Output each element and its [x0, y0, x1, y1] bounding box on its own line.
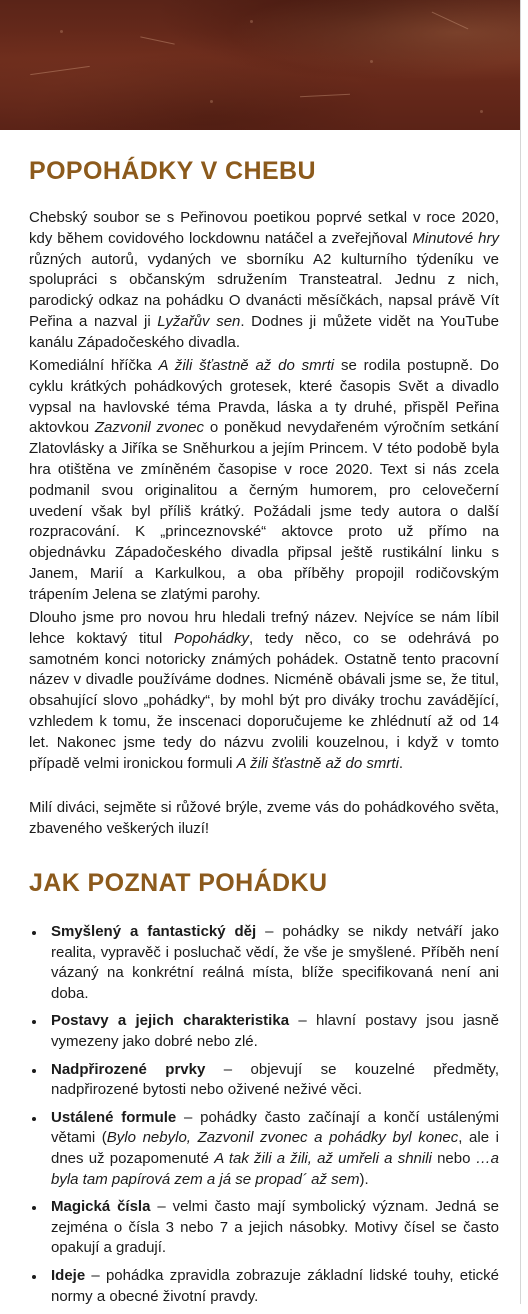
bullet-icon	[32, 1275, 36, 1279]
paragraph-intro	[29, 208, 499, 354]
list-item-term: Ustálené formule	[51, 1108, 177, 1126]
section-heading-popohadky: POPOHÁDKY V CHEBU	[29, 157, 316, 185]
page-edge-rule	[520, 0, 521, 1304]
text-run: .	[398, 754, 404, 772]
list-item-text: – velmi často mají symbolický význam. Jedná se zejména o čísla 3 nebo 7 a jejich násobky. Motivy čísel se často opakují a gradují.	[51, 1198, 499, 1257]
text-run: různých autorů, vydaných ve sborníku A2 kulturního týdeníku ve spolupráci s občanským sdružením Transteatral. Jednu z nich, parodický odkaz na pohádku O dvanácti měsíčkách, napsal právě Vít Peřina a nazval ji	[29, 250, 499, 330]
text-run: , tedy něco, co se odehrává po samotném konci notoricky známých pohádek. Ostatně tento pracovní název v divadle používáme dodnes. Nicméně obávali jsme se, že titul, obsahující slovo „pohádky“, by mohl být pro diváky trochu zavádějící, vzhledem k tomu, že inscenaci doporučujeme ke zhlédnutí až od 14 let. Nakonec jsme tedy do názvu zvolili kouzelnou, i když v tomto případě velmi ironickou formuli	[29, 629, 499, 772]
text-run: Chebský soubor se s Peřinovou poetikou poprvé setkal v roce 2020, kdy během covidového lockdownu natáčel a zveřejňoval	[29, 209, 499, 247]
list-item-term: Magická čísla	[51, 1198, 151, 1216]
text-run: . Dodnes ji můžete vidět na YouTube kanálu Západočeského divadla.	[29, 312, 499, 351]
bullet-icon	[32, 1069, 36, 1073]
list-item	[29, 922, 499, 1004]
list-item-text: – pohádky se nikdy netváří jako realita, vypravěč i posluchač vědí, že vše je smyšlené. Příběh není vázaný na konkrétní reálná místa, blíže specifikovaná není ani doba.	[51, 923, 499, 1002]
paragraph-origin	[29, 356, 499, 606]
list-item-term: Ideje	[51, 1266, 86, 1284]
list-item-text: – pohádka zpravidla zobrazuje základní lidské touhy, etické normy a obecné životní pravdy.	[51, 1266, 499, 1305]
italic-formula: Bylo nebylo, Zazvonil zvonec a pohádky byl konec	[106, 1129, 459, 1147]
list-item-text: , ale i dnes už pozapomenuté	[51, 1129, 500, 1167]
list-item-term: Smyšlený a fantastický děj	[51, 923, 257, 940]
paragraph-title	[29, 608, 499, 774]
text-run: Komediální hříčka	[29, 357, 159, 374]
text-run: Dlouho jsme pro novou hru hledali trefný název. Nejvíce se nám líbil lehce koktavý titul	[29, 609, 499, 647]
bullet-icon	[32, 1206, 36, 1210]
list-item	[29, 1197, 499, 1259]
list-item	[29, 1060, 499, 1101]
list-item-term: Nadpřirozené prvky	[51, 1060, 206, 1078]
italic-title: Zazvonil zvonec	[94, 419, 205, 437]
list-item-text: nebo	[431, 1149, 476, 1167]
paragraph-invitation	[29, 798, 499, 840]
list-item-text: – objevují se kouzelné předměty, nadpřirozené bytosti nebo oživené neživé věci.	[51, 1060, 499, 1099]
list-item	[29, 1108, 499, 1190]
italic-title: Popohádky	[173, 629, 250, 647]
list-item	[29, 1011, 499, 1052]
italic-title: A žili šťastně až do smrti	[158, 357, 335, 374]
fairy-tale-traits-list	[29, 922, 499, 1314]
italic-formula: …a byla tam papírová zem a já se propad´ až sem	[51, 1149, 499, 1188]
italic-formula: A tak žili a žili, až umřeli a shnili	[214, 1149, 432, 1167]
text-run: se rodila postupně. Do cyklu krátkých pohádkových grotesek, které časopis Svět a divadlo vypsal na havlovské téma Pravda, láska a ty druhé, přispěl Peřina aktovkou	[29, 357, 500, 437]
text-run: o poněkud nevydařeném výročním setkání Zlatovlásky a Jiříka se Sněhurkou a jejím Princem. V této podobě byla hra otištěna ve zmíněném časopise v roce 2020. Text si nás zcela podmanil svou originalitou a černým humorem, pro celovečerní uvedení však byl příliš krátký. Požádali jsme tedy autora o další rozpracování. K „princeznovské“ aktovce proto už přímo na objednávku Západočeského divadla připsal ještě rustikální linku s Janem, Marií a Karkulkou, a oba příběhy propojil rodičovským trápením Jelena se zlatými parohy.	[29, 419, 499, 603]
list-item	[29, 1266, 499, 1307]
list-item-text: – pohádky často začínají a končí ustálenými větami (	[51, 1108, 499, 1147]
header-photo	[0, 0, 520, 130]
italic-title: A žili šťastně až do smrti	[236, 754, 399, 772]
bullet-icon	[32, 1020, 36, 1024]
italic-title: Minutové hry	[412, 229, 499, 247]
text-run: Milí diváci, sejměte si růžové brýle, zveme vás do pohádkového světa, zbaveného veškerých iluzí!	[29, 799, 499, 837]
list-item-term: Postavy a jejich charakteristika	[51, 1012, 290, 1030]
bullet-icon	[32, 1117, 36, 1121]
list-item-text: ).	[359, 1170, 369, 1188]
list-item-text: – hlavní postavy jsou jasně vymezeny jako dobré nebo zlé.	[51, 1012, 499, 1050]
bullet-icon	[32, 931, 36, 935]
italic-title: Lyžařův sen	[157, 312, 241, 330]
section-heading-jak-poznat: JAK POZNAT POHÁDKU	[29, 869, 328, 897]
